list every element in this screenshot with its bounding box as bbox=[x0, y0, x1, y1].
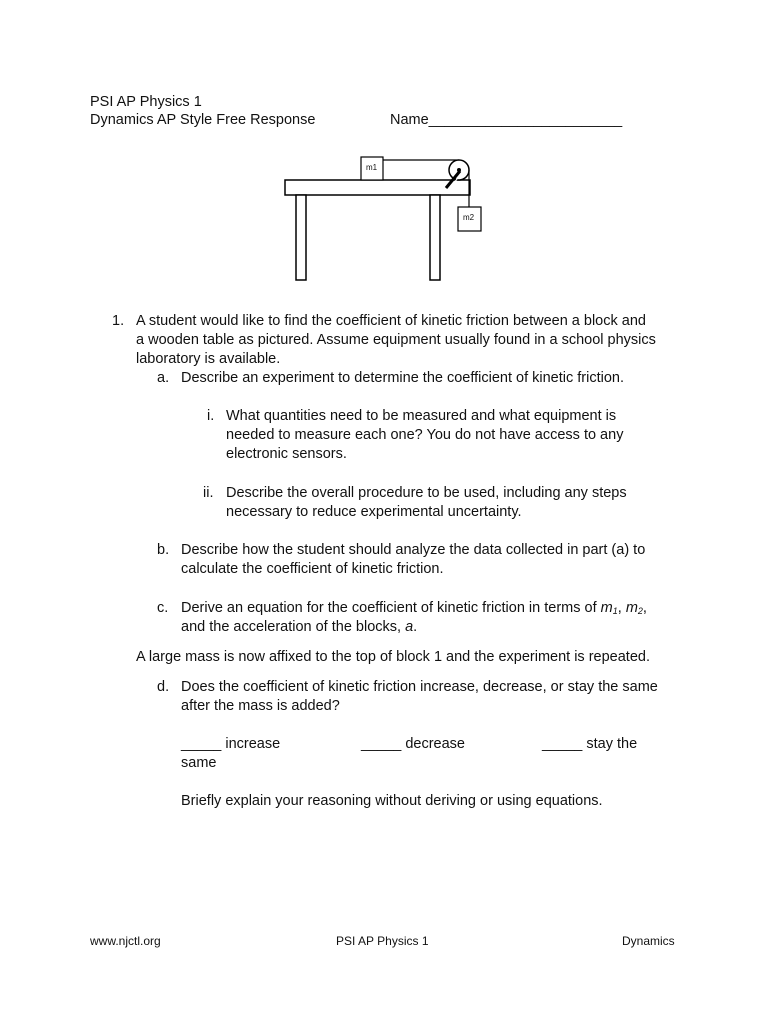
sub-i-line: needed to measure each one? You do not have access to any bbox=[226, 427, 624, 443]
name-field[interactable]: Name________________________ bbox=[390, 112, 623, 128]
footer-website: www.njctl.org bbox=[90, 934, 161, 948]
part-d-letter: d. bbox=[157, 679, 170, 695]
part-d-line: Does the coefficient of kinetic friction increase, decrease, or stay the same bbox=[181, 679, 658, 695]
table-leg-left bbox=[296, 195, 306, 280]
explain-prompt: Briefly explain your reasoning without deriving or using equations. bbox=[181, 793, 603, 809]
choice-decrease[interactable]: _____ decrease bbox=[361, 736, 465, 752]
mass1-label: m1 bbox=[366, 163, 378, 172]
choice-stay-same[interactable]: _____ stay the bbox=[542, 736, 638, 752]
part-c-line2: and the acceleration of the blocks, a. bbox=[181, 619, 418, 635]
question-intro-line: laboratory is available. bbox=[136, 351, 281, 367]
part-c-line1: Derive an equation for the coefficient of kinetic friction in terms of $m_1$, $m_2$, bbox=[181, 600, 647, 616]
footer-course: PSI AP Physics 1 bbox=[336, 934, 429, 948]
course-title: PSI AP Physics 1 bbox=[90, 94, 202, 110]
var-a: a bbox=[405, 619, 414, 635]
sub-i-line: electronic sensors. bbox=[226, 446, 347, 462]
choice-increase[interactable]: _____ increase bbox=[181, 736, 281, 752]
part-b-line: Describe how the student should analyze the data collected in part (a) to bbox=[181, 542, 646, 558]
table-top bbox=[285, 180, 470, 195]
transition-text: A large mass is now affixed to the top of block 1 and the experiment is repeated. bbox=[136, 649, 650, 665]
sub-ii-line: necessary to reduce experimental uncertainty. bbox=[226, 504, 522, 520]
choice-stay-same-cont: same bbox=[181, 755, 217, 771]
part-a-text: Describe an experiment to determine the coefficient of kinetic friction. bbox=[181, 370, 625, 386]
var-m1: $m_1$ bbox=[600, 600, 618, 616]
footer-topic: Dynamics bbox=[622, 934, 675, 948]
part-b-letter: b. bbox=[157, 542, 170, 558]
question-number: 1. bbox=[112, 313, 125, 329]
unit-title: Dynamics AP Style Free Response bbox=[90, 112, 316, 128]
mass2-label: m2 bbox=[463, 213, 475, 222]
part-d-line: after the mass is added? bbox=[181, 698, 340, 714]
question-intro-line: a wooden table as pictured. Assume equipment usually found in a school physics bbox=[136, 332, 656, 348]
sub-i-numeral: i. bbox=[207, 408, 215, 424]
part-a-letter: a. bbox=[157, 370, 170, 386]
part-c-letter: c. bbox=[157, 600, 169, 616]
table-leg-right bbox=[430, 195, 440, 280]
part-b-line: calculate the coefficient of kinetic friction. bbox=[181, 561, 444, 577]
sub-ii-numeral: ii. bbox=[203, 485, 214, 501]
table-pulley-diagram bbox=[282, 150, 482, 290]
sub-i-line: What quantities need to be measured and what equipment is bbox=[226, 408, 617, 424]
question-intro-line: A student would like to find the coefficient of kinetic friction between a block and bbox=[136, 313, 646, 329]
sub-ii-line: Describe the overall procedure to be used, including any steps bbox=[226, 485, 627, 501]
var-m2: $m_2$ bbox=[625, 600, 643, 616]
